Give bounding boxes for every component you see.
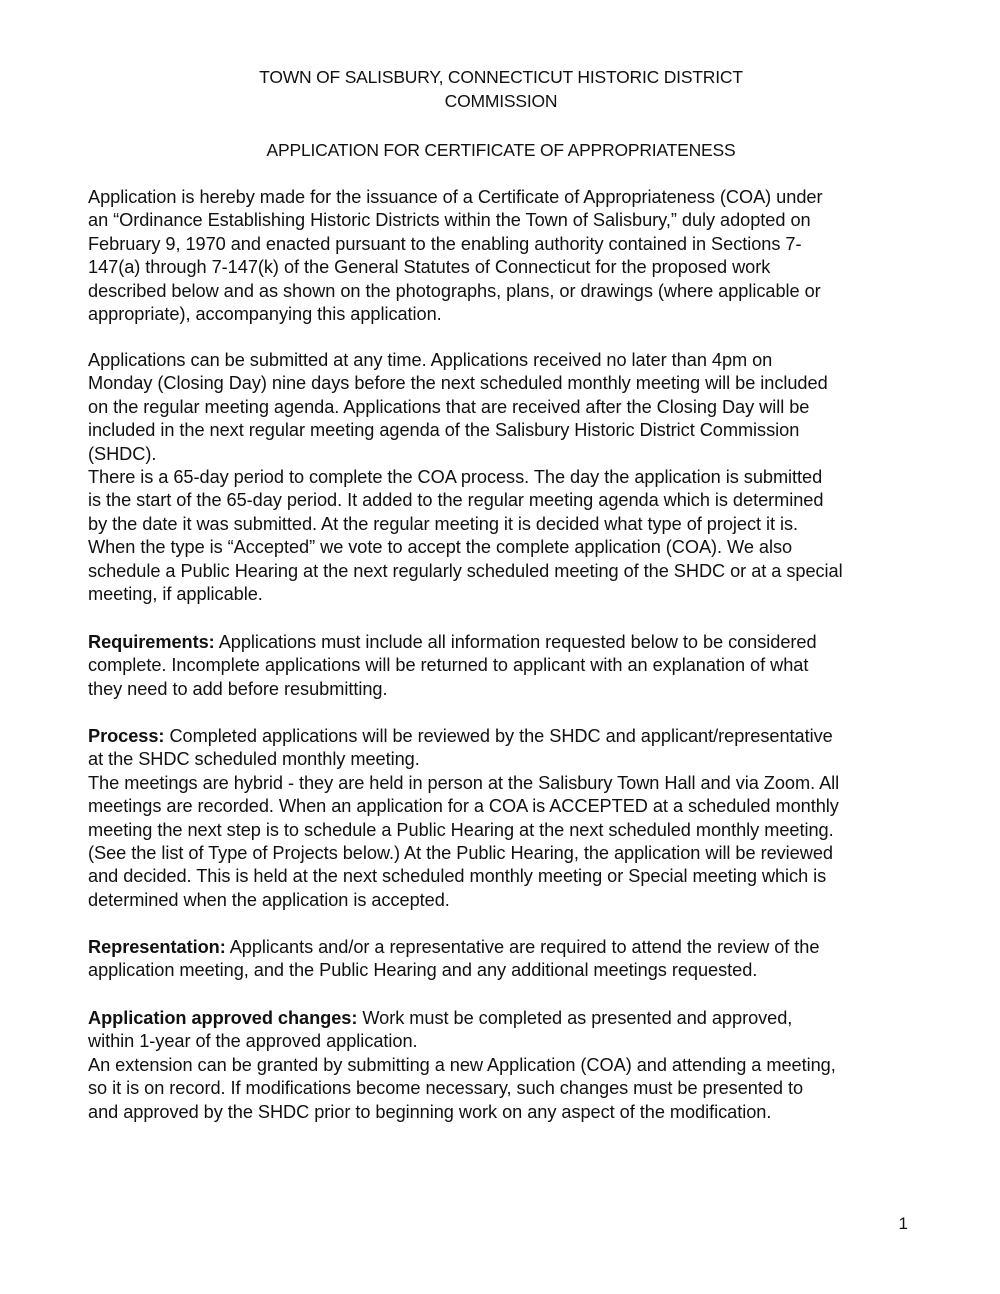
submission-line: (SHDC). bbox=[88, 443, 157, 464]
document-title bbox=[88, 66, 914, 113]
process-line: meeting the next step is to schedule a Public Hearing at the next scheduled monthly meeting. bbox=[88, 819, 834, 840]
representation-label: Representation: bbox=[88, 937, 226, 957]
approved-changes-paragraph bbox=[88, 1007, 914, 1124]
process-text: Completed applications will be reviewed by the SHDC and applicant/representative bbox=[164, 726, 833, 746]
process-line: meetings are recorded. When an application for a COA is ACCEPTED at a scheduled monthly bbox=[88, 796, 839, 817]
process-line: at the SHDC scheduled monthly meeting. bbox=[88, 749, 420, 770]
representation-paragraph bbox=[88, 936, 914, 983]
submission-line: There is a 65-day period to complete the COA process. The day the application is submitted bbox=[88, 467, 823, 488]
title-line-2: COMMISSION bbox=[444, 90, 558, 111]
submission-paragraph bbox=[88, 349, 914, 606]
intro-line: 147(a) through 7-147(k) of the General Statutes of Connecticut for the proposed work bbox=[88, 257, 771, 278]
page-number: 1 bbox=[898, 1214, 908, 1233]
approved-changes-text: Work must be completed as presented and approved, bbox=[357, 1008, 793, 1028]
requirements-first-line bbox=[88, 631, 914, 654]
process-label: Process: bbox=[88, 726, 165, 746]
approved-changes-line: and approved by the SHDC prior to beginning work on any aspect of the modification. bbox=[88, 1101, 772, 1122]
approved-changes-label: Application approved changes: bbox=[88, 1008, 358, 1028]
intro-line: an “Ordinance Establishing Historic Districts within the Town of Salisbury,” duly adopted on bbox=[88, 210, 811, 231]
title-line-1: TOWN OF SALISBURY, CONNECTICUT HISTORIC DISTRICT bbox=[259, 67, 743, 87]
submission-line: meeting, if applicable. bbox=[88, 584, 263, 605]
intro-line: February 9, 1970 and enacted pursuant to the enabling authority contained in Sections 7- bbox=[88, 233, 802, 254]
process-line: The meetings are hybrid - they are held in person at the Salisbury Town Hall and via Zoom. All bbox=[88, 772, 840, 793]
requirements-paragraph bbox=[88, 631, 914, 701]
approved-changes-line: An extension can be granted by submitting a new Application (COA) and attending a meeting, bbox=[88, 1054, 836, 1075]
representation-line: application meeting, and the Public Hearing and any additional meetings requested. bbox=[88, 960, 758, 981]
requirements-line: they need to add before resubmitting. bbox=[88, 678, 388, 699]
process-line: (See the list of Type of Projects below.) At the Public Hearing, the application will be reviewed bbox=[88, 843, 833, 864]
submission-line: is the start of the 65-day period. It added to the regular meeting agenda which is determined bbox=[88, 490, 824, 511]
submission-line: When the type is “Accepted” we vote to accept the complete application (COA). We also bbox=[88, 537, 793, 558]
process-line: determined when the application is accepted. bbox=[88, 889, 450, 910]
approved-changes-first-line bbox=[88, 1007, 914, 1030]
representation-first-line bbox=[88, 936, 914, 959]
process-paragraph bbox=[88, 725, 914, 912]
process-first-line bbox=[88, 725, 914, 748]
document-subtitle: APPLICATION FOR CERTIFICATE OF APPROPRIATENESS bbox=[266, 140, 736, 160]
intro-line: appropriate), accompanying this application. bbox=[88, 304, 442, 325]
submission-line: Monday (Closing Day) nine days before the next scheduled monthly meeting will be included bbox=[88, 373, 828, 394]
intro-line: described below and as shown on the photographs, plans, or drawings (where applicable or bbox=[88, 280, 821, 301]
submission-line: Applications can be submitted at any time. Applications received no later than 4pm on bbox=[88, 350, 773, 370]
requirements-line: complete. Incomplete applications will be returned to applicant with an explanation of what bbox=[88, 655, 809, 676]
approved-changes-line: within 1-year of the approved application. bbox=[88, 1031, 418, 1052]
requirements-text: Applications must include all information requested below to be considered bbox=[214, 632, 817, 652]
submission-line: by the date it was submitted. At the regular meeting it is decided what type of project it is. bbox=[88, 513, 799, 534]
intro-paragraph bbox=[88, 186, 914, 326]
approved-changes-line: so it is on record. If modifications become necessary, such changes must be presented to bbox=[88, 1078, 804, 1099]
process-line: and decided. This is held at the next scheduled monthly meeting or Special meeting which is bbox=[88, 866, 827, 887]
submission-line: on the regular meeting agenda. Applications that are received after the Closing Day will be bbox=[88, 396, 810, 417]
submission-line: schedule a Public Hearing at the next regularly scheduled meeting of the SHDC or at a special bbox=[88, 560, 843, 581]
submission-line: included in the next regular meeting agenda of the Salisbury Historic District Commission bbox=[88, 420, 800, 441]
intro-line: Application is hereby made for the issuance of a Certificate of Appropriateness (COA) under bbox=[88, 187, 823, 207]
representation-text: Applicants and/or a representative are required to attend the review of the bbox=[225, 937, 820, 957]
requirements-label: Requirements: bbox=[88, 632, 215, 652]
